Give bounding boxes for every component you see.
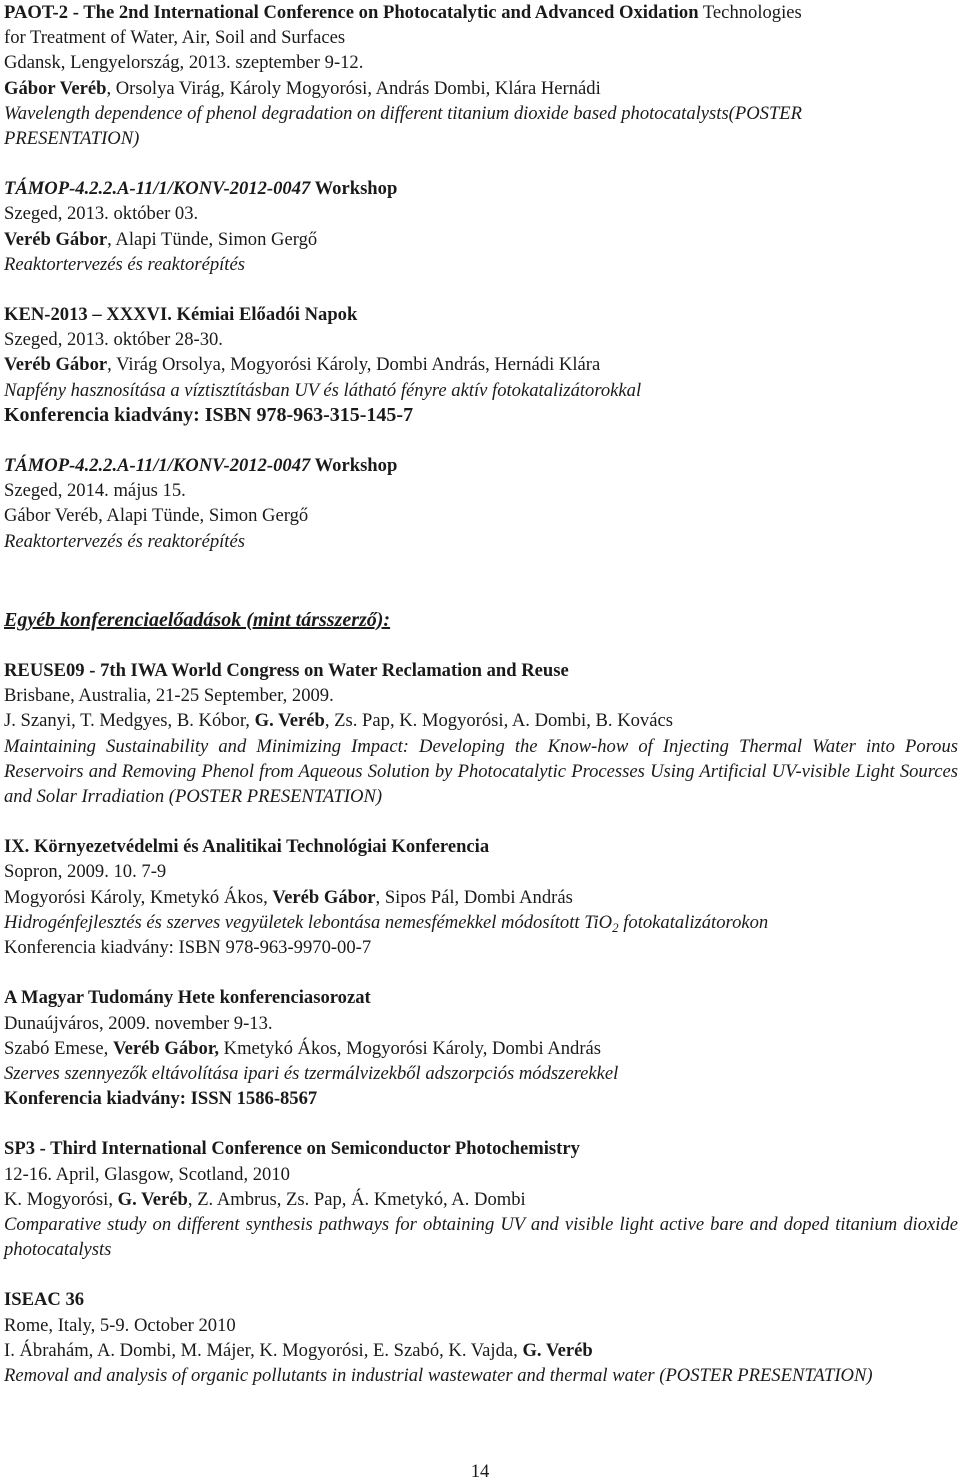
conference-entry [4,658,958,809]
paper-title: Hidrogénfejlesztés és szerves vegyületek lebontása nemesfémekkel módosított TiO$_2$ fotokatalizátorokon [4,911,769,935]
conference-title: ISEAC 36 [4,1289,85,1311]
paper-title: Napfény hasznosítása a víztisztításban UV és látható fényre aktív fotokatalizátorokkal [4,379,642,401]
conference-title: PAOT-2 - The 2nd International Conference on Photocatalytic and Advanced Oxidation Technologies [4,2,802,23]
spacer [4,151,958,176]
conference-entry [4,302,958,428]
paper-title: Maintaining Sustainability and Minimizing Impact: Developing the Know-how of Injecting Thermal Water into Porous Reservoirs and Removing Phenol from Aqueous Solution by Photocatalytic Processes Using Artificial UV-visible Light Sources and Solar Irradiation (POSTER PRESENTATION) [4,735,958,808]
conference-title: A Magyar Tudomány Hete konferenciasorozat [4,987,371,1009]
paper-title: Removal and analysis of organic pollutants in industrial wastewater and thermal water (POSTER PRESENTATION) [4,1364,873,1386]
conference-entry [4,0,958,151]
publication-note: Konferencia kiadvány: ISSN 1586-8567 [4,1088,318,1110]
conference-title: REUSE09 - 7th IWA World Congress on Water Reclamation and Reuse [4,660,569,682]
authors: I. Ábrahám, A. Dombi, M. Májer, K. Mogyorósi, E. Szabó, K. Vajda, G. Veréb [4,1339,593,1361]
paper-title-cont: PRESENTATION) [4,128,140,150]
conference-entry [4,1287,958,1388]
conference-entry [4,453,958,554]
conference-place: Rome, Italy, 5-9. October 2010 [4,1314,236,1336]
conference-place: Brisbane, Australia, 21-25 September, 2009. [4,685,334,707]
authors: Mogyorósi Károly, Kmetykó Ákos, Veréb Gábor, Sipos Pál, Dombi András [4,886,573,908]
conference-place: Szeged, 2014. május 15. [4,480,186,502]
conference-title-cont: for Treatment of Water, Air, Soil and Surfaces [4,27,346,49]
conference-entry [4,985,958,1111]
authors: Veréb Gábor, Virág Orsolya, Mogyorósi Károly, Dombi András, Hernádi Klára [4,354,601,376]
spacer [4,579,958,604]
paper-title: Szerves szennyezők eltávolítása ipari és tzermálvizekből adszorpciós módszerekkel [4,1062,619,1084]
spacer [4,960,958,985]
conference-entry [4,1136,958,1262]
conference-place: Gdansk, Lengyelország, 2013. szeptember 9-12. [4,52,364,74]
spacer [4,633,958,658]
conference-entry [4,176,958,277]
conference-title: TÁMOP-4.2.2.A-11/1/KONV-2012-0047 Workshop [4,455,398,477]
authors: Veréb Gábor, Alapi Tünde, Simon Gergő [4,228,318,250]
publication-note: Konferencia kiadvány: ISBN 978-963-9970-00-7 [4,937,372,959]
spacer [4,554,958,579]
conference-place: Szeged, 2013. október 28-30. [4,329,223,351]
spacer [4,428,958,453]
authors: J. Szanyi, T. Medgyes, B. Kóbor, G. Veréb, Zs. Pap, K. Mogyorósi, A. Dombi, B. Kovács [4,710,673,732]
paper-title: Reaktortervezés és reaktorépítés [4,530,245,552]
conference-place: Dunaújváros, 2009. november 9-13. [4,1012,273,1034]
section-heading: Egyéb konferenciaelőadások (mint társszerző): [4,608,391,631]
spacer [4,277,958,302]
paper-title: Wavelength dependence of phenol degradation on different titanium dioxide based photocatalysts(POSTER [4,102,803,124]
conference-entry [4,834,958,960]
authors: Szabó Emese, Veréb Gábor, Kmetykó Ákos, Mogyorósi Károly, Dombi András [4,1037,602,1059]
conference-title: KEN-2013 – XXXVI. Kémiai Előadói Napok [4,304,358,326]
conference-title: TÁMOP-4.2.2.A-11/1/KONV-2012-0047 Workshop [4,178,398,200]
spacer [4,1111,958,1136]
conference-title: IX. Környezetvédelmi és Analitikai Technológiai Konferencia [4,836,490,858]
conference-title: SP3 - Third International Conference on Semiconductor Photochemistry [4,1138,580,1160]
spacer [4,809,958,834]
conference-place: Szeged, 2013. október 03. [4,203,199,225]
publication-note: Konferencia kiadvány: ISBN 978-963-315-145-7 [4,403,414,426]
conference-place: Sopron, 2009. 10. 7-9 [4,861,167,883]
authors: K. Mogyorósi, G. Veréb, Z. Ambrus, Zs. Pap, Á. Kmetykó, A. Dombi [4,1188,526,1210]
conference-place: 12-16. April, Glasgow, Scotland, 2010 [4,1163,290,1185]
document-page [4,0,958,1388]
spacer [4,1262,958,1287]
paper-title: Reaktortervezés és reaktorépítés [4,253,245,275]
authors: Gábor Veréb, Orsolya Virág, Károly Mogyorósi, András Dombi, Klára Hernádi [4,77,601,99]
paper-title: Comparative study on different synthesis pathways for obtaining UV and visible light active bare and doped titanium dioxide photocatalysts [4,1213,958,1261]
authors: Gábor Veréb, Alapi Tünde, Simon Gergő [4,505,309,527]
page-number: 14 [470,1461,490,1482]
